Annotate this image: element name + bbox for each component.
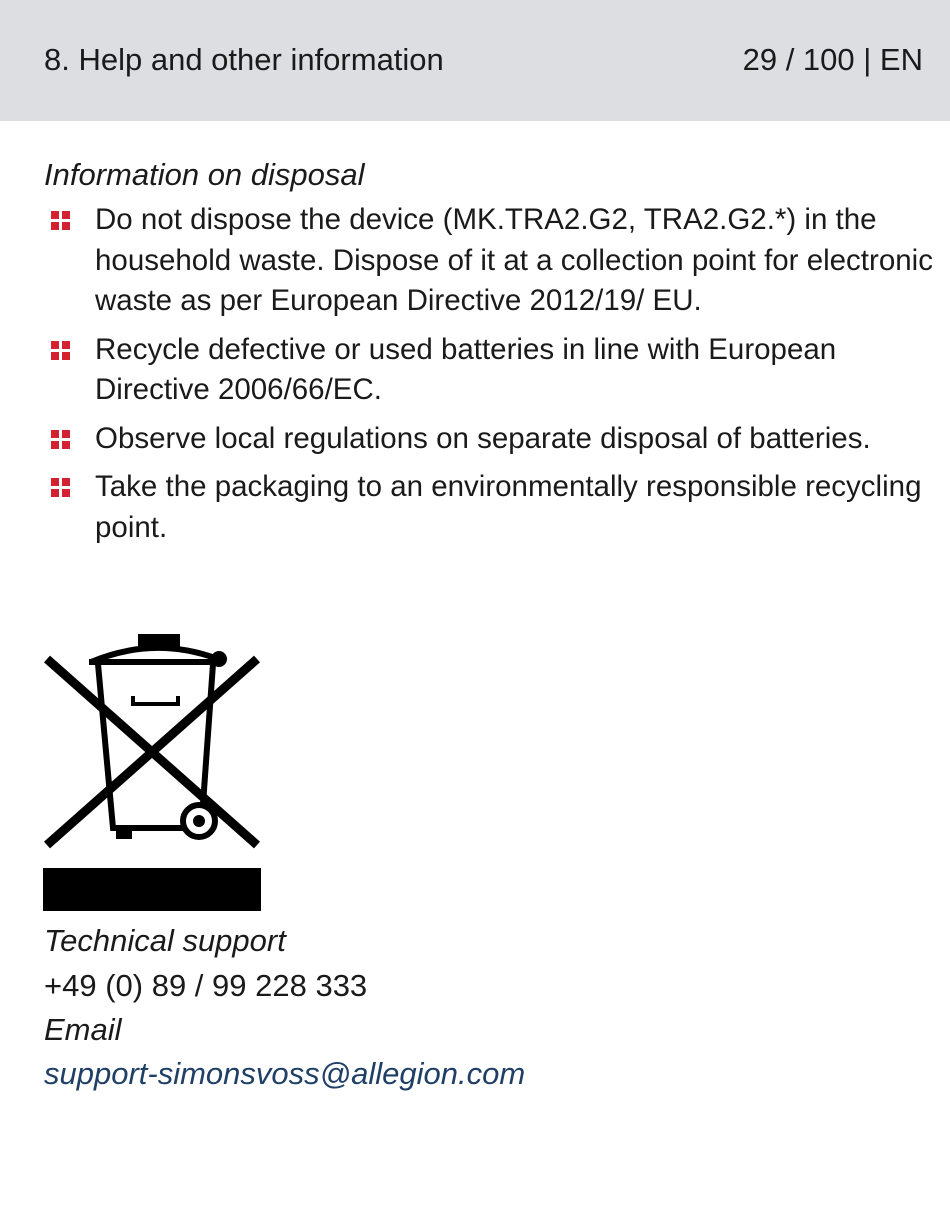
support-heading: Technical support — [44, 923, 286, 958]
list-item-text: Observe local regulations on separate disposal of batteries. — [95, 421, 871, 455]
crossed-out-wheelie-bin-icon — [43, 632, 263, 912]
page-number: 29 / 100 | EN — [742, 42, 923, 77]
list-item-text: Do not dispose the device (MK.TRA2.G2, TRA2.G2.*) in the household waste. Dispose of it at a collection point for electronic waste as per European Directive 2012/19/ EU. — [95, 203, 933, 317]
bullet-icon — [51, 430, 71, 450]
page-header — [0, 0, 950, 121]
chapter-title: 8. Help and other information — [44, 42, 444, 77]
disposal-heading: Information on disposal — [44, 157, 365, 192]
list-item — [44, 467, 934, 548]
bullet-icon — [51, 478, 71, 498]
bullet-icon — [51, 341, 71, 361]
support-email-link[interactable]: support-simonsvoss@allegion.com — [44, 1056, 526, 1091]
disposal-list — [44, 200, 934, 556]
list-item-text: Take the packaging to an environmentally responsible recycling point. — [95, 470, 922, 544]
bullet-icon — [51, 211, 71, 231]
list-item — [44, 419, 934, 460]
list-item — [44, 330, 934, 411]
email-label: Email — [44, 1012, 122, 1047]
list-item-text: Recycle defective or used batteries in line with European Directive 2006/66/EC. — [95, 332, 837, 406]
support-phone: +49 (0) 89 / 99 228 333 — [44, 968, 368, 1003]
list-item — [44, 200, 934, 322]
